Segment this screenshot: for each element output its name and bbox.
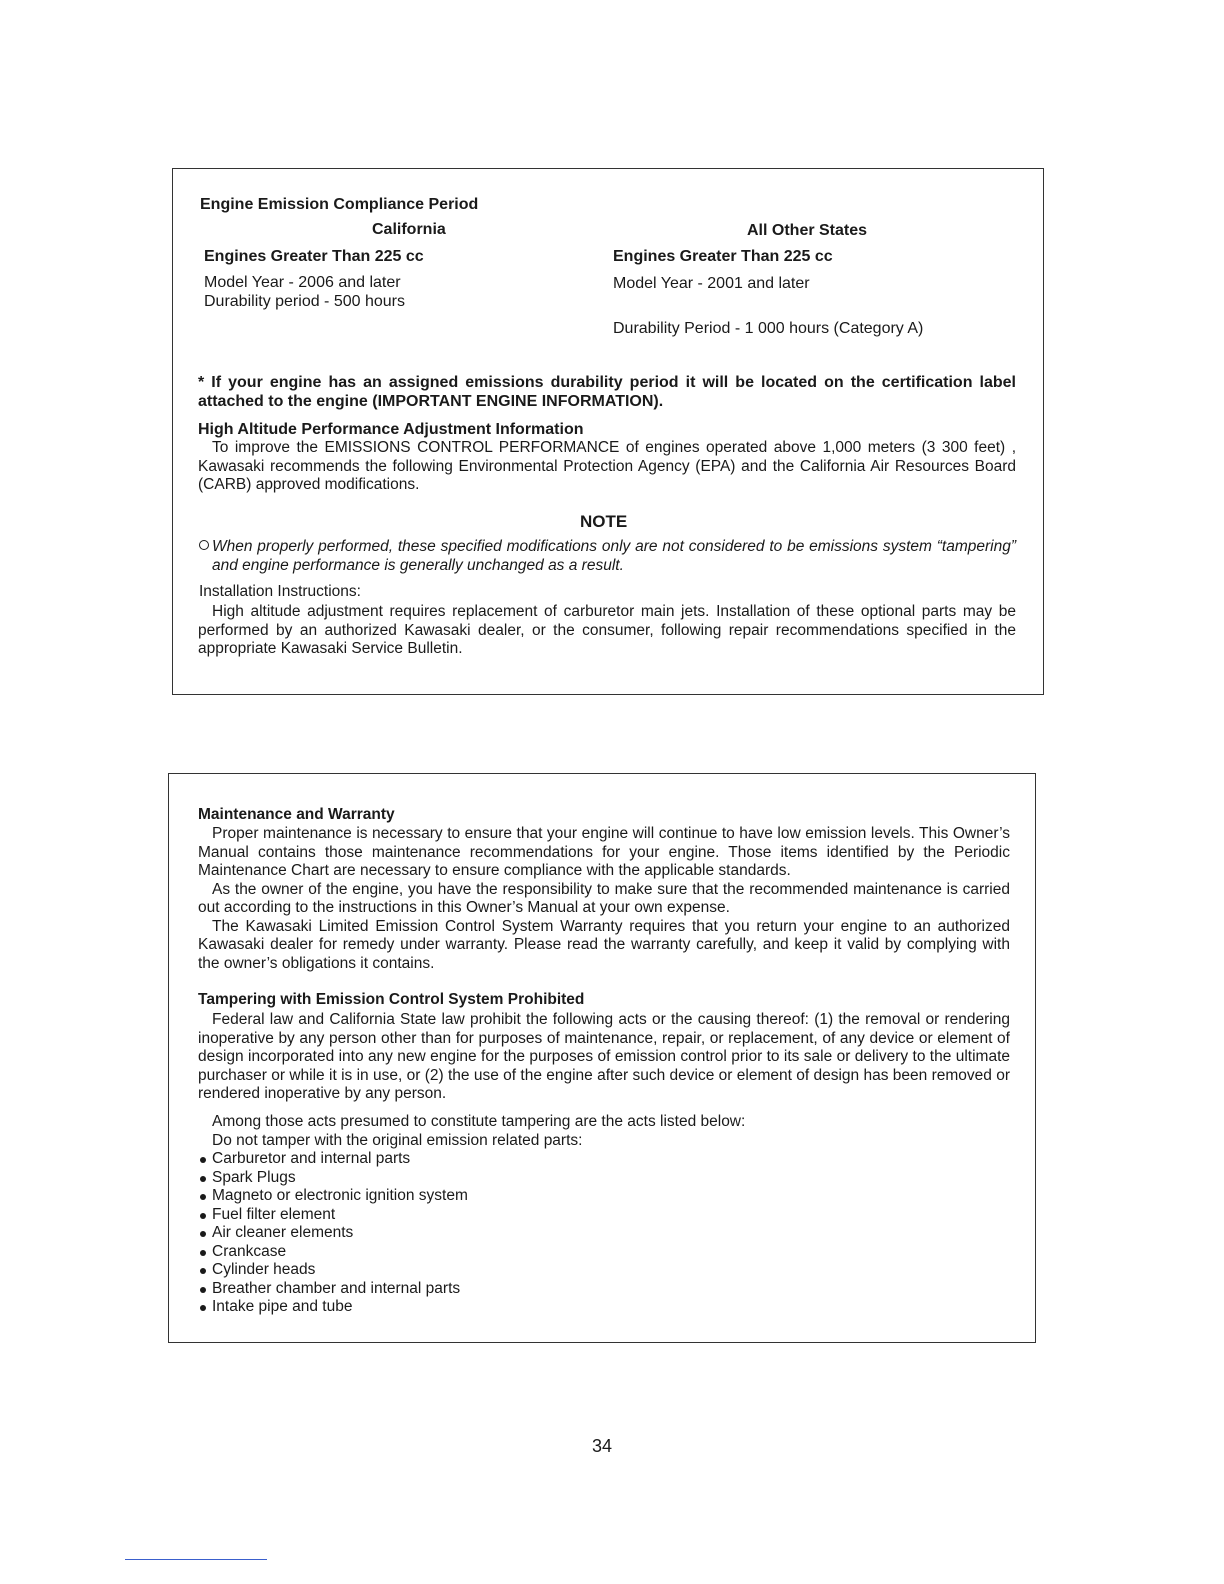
list-item: Cylinder heads <box>198 1261 1010 1280</box>
list-item: Crankcase <box>198 1243 1010 1262</box>
other-states-durability: Durability Period - 1 000 hours (Category A) <box>613 320 924 337</box>
list-item: Spark Plugs <box>198 1169 1010 1188</box>
list-item: Fuel filter element <box>198 1206 1010 1225</box>
california-durability: Durability period - 500 hours <box>204 293 405 310</box>
tampering-intro: Do not tamper with the original emission related parts: <box>212 1131 583 1149</box>
list-item: Air cleaner elements <box>198 1224 1010 1243</box>
installation-heading: Installation Instructions: <box>199 583 361 600</box>
tampering-paragraph: Federal law and California State law prohibit the following acts or the causing thereof: (1) the removal or rendering inoperative by any person other than for purposes of maintenance, repair, or replacement, of any device or element of design incorporated into any new engine for the purposes of emission control prior to its sale or delivery to the ultimate purchaser or while it is in use, or (2) the use of the engine after such device or element of design has been removed or rendered inoperative by any person. <box>198 1011 1010 1102</box>
list-item: Intake pipe and tube <box>198 1298 1010 1317</box>
list-item: Magneto or electronic ignition system <box>198 1187 1010 1206</box>
california-class: Engines Greater Than 225 cc <box>204 248 424 265</box>
compliance-heading: Engine Emission Compliance Period <box>200 196 479 213</box>
other-states-label: All Other States <box>747 222 868 239</box>
footer-rule <box>125 1559 267 1560</box>
durability-label-note: * If your engine has an assigned emissions durability period it will be located on the certification label attached to the engine (IMPORTANT ENGINE INFORMATION). <box>198 374 1016 410</box>
note-body <box>199 538 1016 575</box>
california-label: California <box>372 221 446 238</box>
maintenance-paragraphs <box>198 825 1010 973</box>
maintenance-paragraph: The Kawasaki Limited Emission Control System Warranty requires that you return your engine to an authorized Kawasaki dealer for remedy under warranty. Please read the warranty carefully, and keep it valid by complying with the owner’s obligations it contains. <box>198 917 1010 972</box>
tampering-list-section <box>198 1113 1010 1317</box>
note-label: NOTE <box>580 512 628 531</box>
other-states-model-year: Model Year - 2001 and later <box>613 275 810 292</box>
high-altitude-text: To improve the EMISSIONS CONTROL PERFORMANCE of engines operated above 1,000 meters (3 300 feet) , Kawasaki recommends the following Environmental Protection Agency (EPA) and the California Air Resources Board (CARB) approved modifications. <box>198 439 1016 493</box>
installation-text: High altitude adjustment requires replacement of carburetor main jets. Installation of these optional parts may be performed by an authorized Kawasaki dealer, or the consumer, following repair recommendations specified in the appropriate Kawasaki Service Bulletin. <box>198 603 1016 657</box>
maintenance-paragraph: As the owner of the engine, you have the responsibility to make sure that the recommended maintenance is carried out according to the instructions in this Owner’s Manual at your own expense. <box>198 880 1010 916</box>
maintenance-heading: Maintenance and Warranty <box>198 806 395 823</box>
page-number: 34 <box>592 1436 613 1456</box>
tampering-heading: Tampering with Emission Control System Prohibited <box>198 991 585 1008</box>
other-states-class: Engines Greater Than 225 cc <box>613 248 833 265</box>
high-altitude-heading: High Altitude Performance Adjustment Information <box>198 421 584 438</box>
emission-parts-list <box>198 1150 1010 1317</box>
note-circle-icon <box>199 540 209 550</box>
california-model-year: Model Year - 2006 and later <box>204 274 401 291</box>
tampering-intro: Among those acts presumed to constitute tampering are the acts listed below: <box>212 1113 746 1130</box>
list-item: Breather chamber and internal parts <box>198 1280 1010 1299</box>
note-text: When properly performed, these specified modifications only are not considered to be emissions system “tampering” and engine performance is generally unchanged as a result. <box>212 538 1016 574</box>
list-item: Carburetor and internal parts <box>198 1150 1010 1169</box>
maintenance-paragraph: Proper maintenance is necessary to ensure that your engine will continue to have low emission levels. This Owner’s Manual contains those maintenance recommendations for your engine. Those items identified by the Periodic Maintenance Chart are necessary to ensure compliance with the applicable standards. <box>198 825 1010 879</box>
